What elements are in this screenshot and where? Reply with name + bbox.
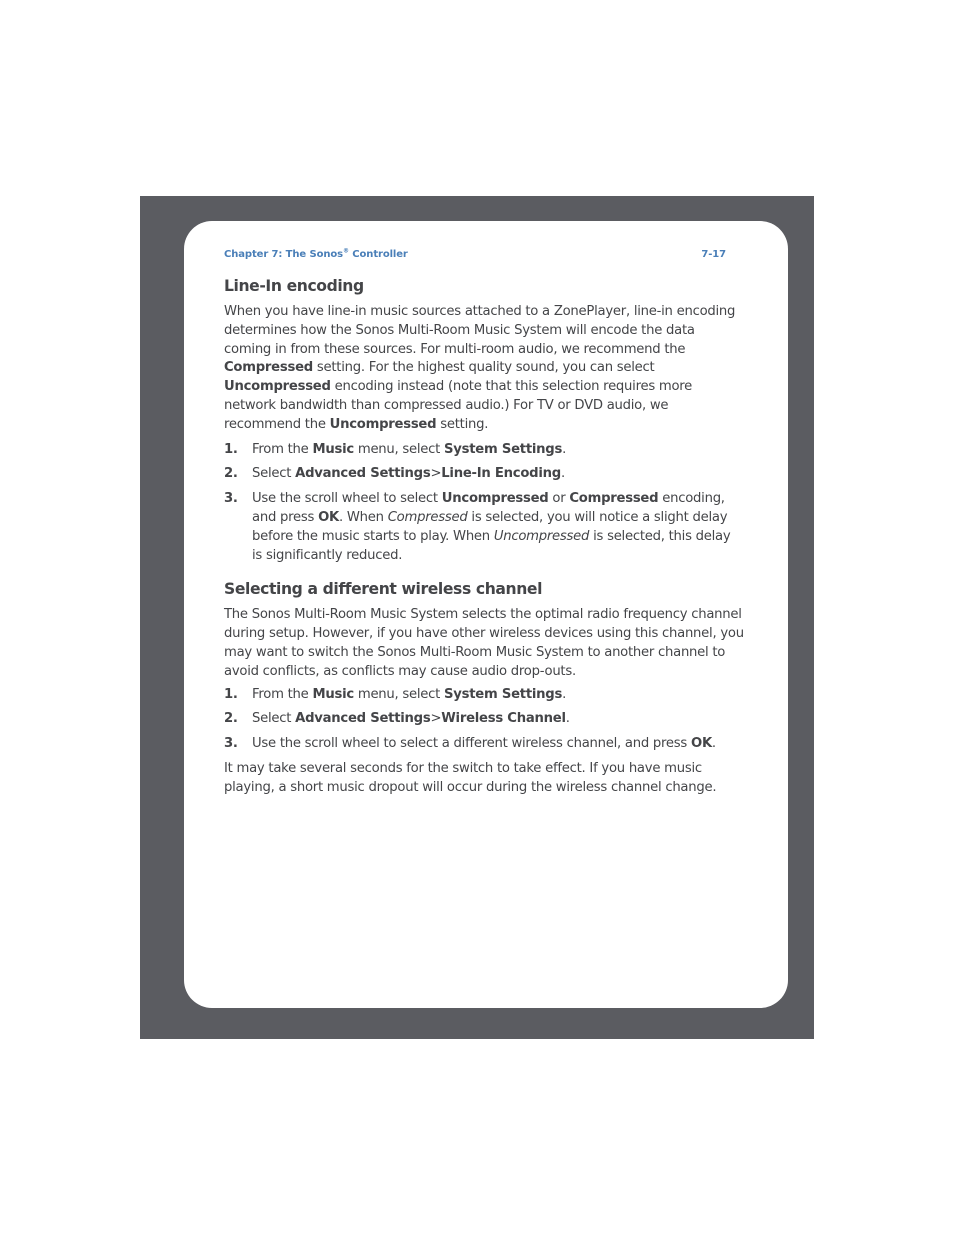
section-heading-wireless-channel: Selecting a different wireless channel bbox=[224, 580, 543, 599]
paragraph-wireless-intro: The Sonos Multi-Room Music System selects the optimal radio frequency channel during setup. However, if you have other wireless devices using this channel, you may want to switch the Sonos Multi-Room Music System to another channel to avoid conflicts, as conflicts may cause audio drop-outs. bbox=[224, 607, 744, 679]
list-item: 1. From the Music menu, select System Settings. bbox=[224, 686, 567, 702]
paragraph-line-in-intro: When you have line-in music sources attached to a ZonePlayer, line-in encoding determines how the Sonos Multi-Room Music System will encode the data coming in from these sources. For multi-room audio, we recommend the Compressed setting. For the highest quality sound, you can select Uncompressed encoding instead (note that this selection requires more network bandwidth than compressed audio.) For TV or DVD audio, we recommend the Uncompressed setting. bbox=[224, 304, 736, 432]
chapter-title: Chapter 7: The Sonos® Controller bbox=[224, 247, 408, 260]
page-content bbox=[224, 274, 744, 798]
steps-wireless bbox=[224, 686, 744, 754]
list-item: 3. Use the scroll wheel to select a different wireless channel, and press OK. bbox=[224, 736, 716, 752]
registered-mark: ® bbox=[343, 247, 349, 255]
steps-line-in bbox=[224, 441, 744, 566]
list-item: 2. Select Advanced Settings>Line-In Encoding. bbox=[224, 466, 565, 482]
list-item: 3. Use the scroll wheel to select Uncompressed or Compressed encoding, and press OK. When Compressed is selected, you will notice a slight delay before the music starts to play. When Uncompressed is selected, this delay is significantly reduced. bbox=[224, 491, 731, 563]
paragraph-wireless-outro: It may take several seconds for the switch to take effect. If you have music playing, a short music dropout will occur during the wireless channel change. bbox=[224, 760, 717, 795]
list-item: 1. From the Music menu, select System Settings. bbox=[224, 441, 567, 457]
list-item: 2. Select Advanced Settings>Wireless Channel. bbox=[224, 711, 570, 727]
section-heading-line-in-encoding: Line-In encoding bbox=[224, 277, 364, 295]
running-header bbox=[224, 249, 726, 263]
page-number: 7-17 bbox=[701, 249, 726, 260]
